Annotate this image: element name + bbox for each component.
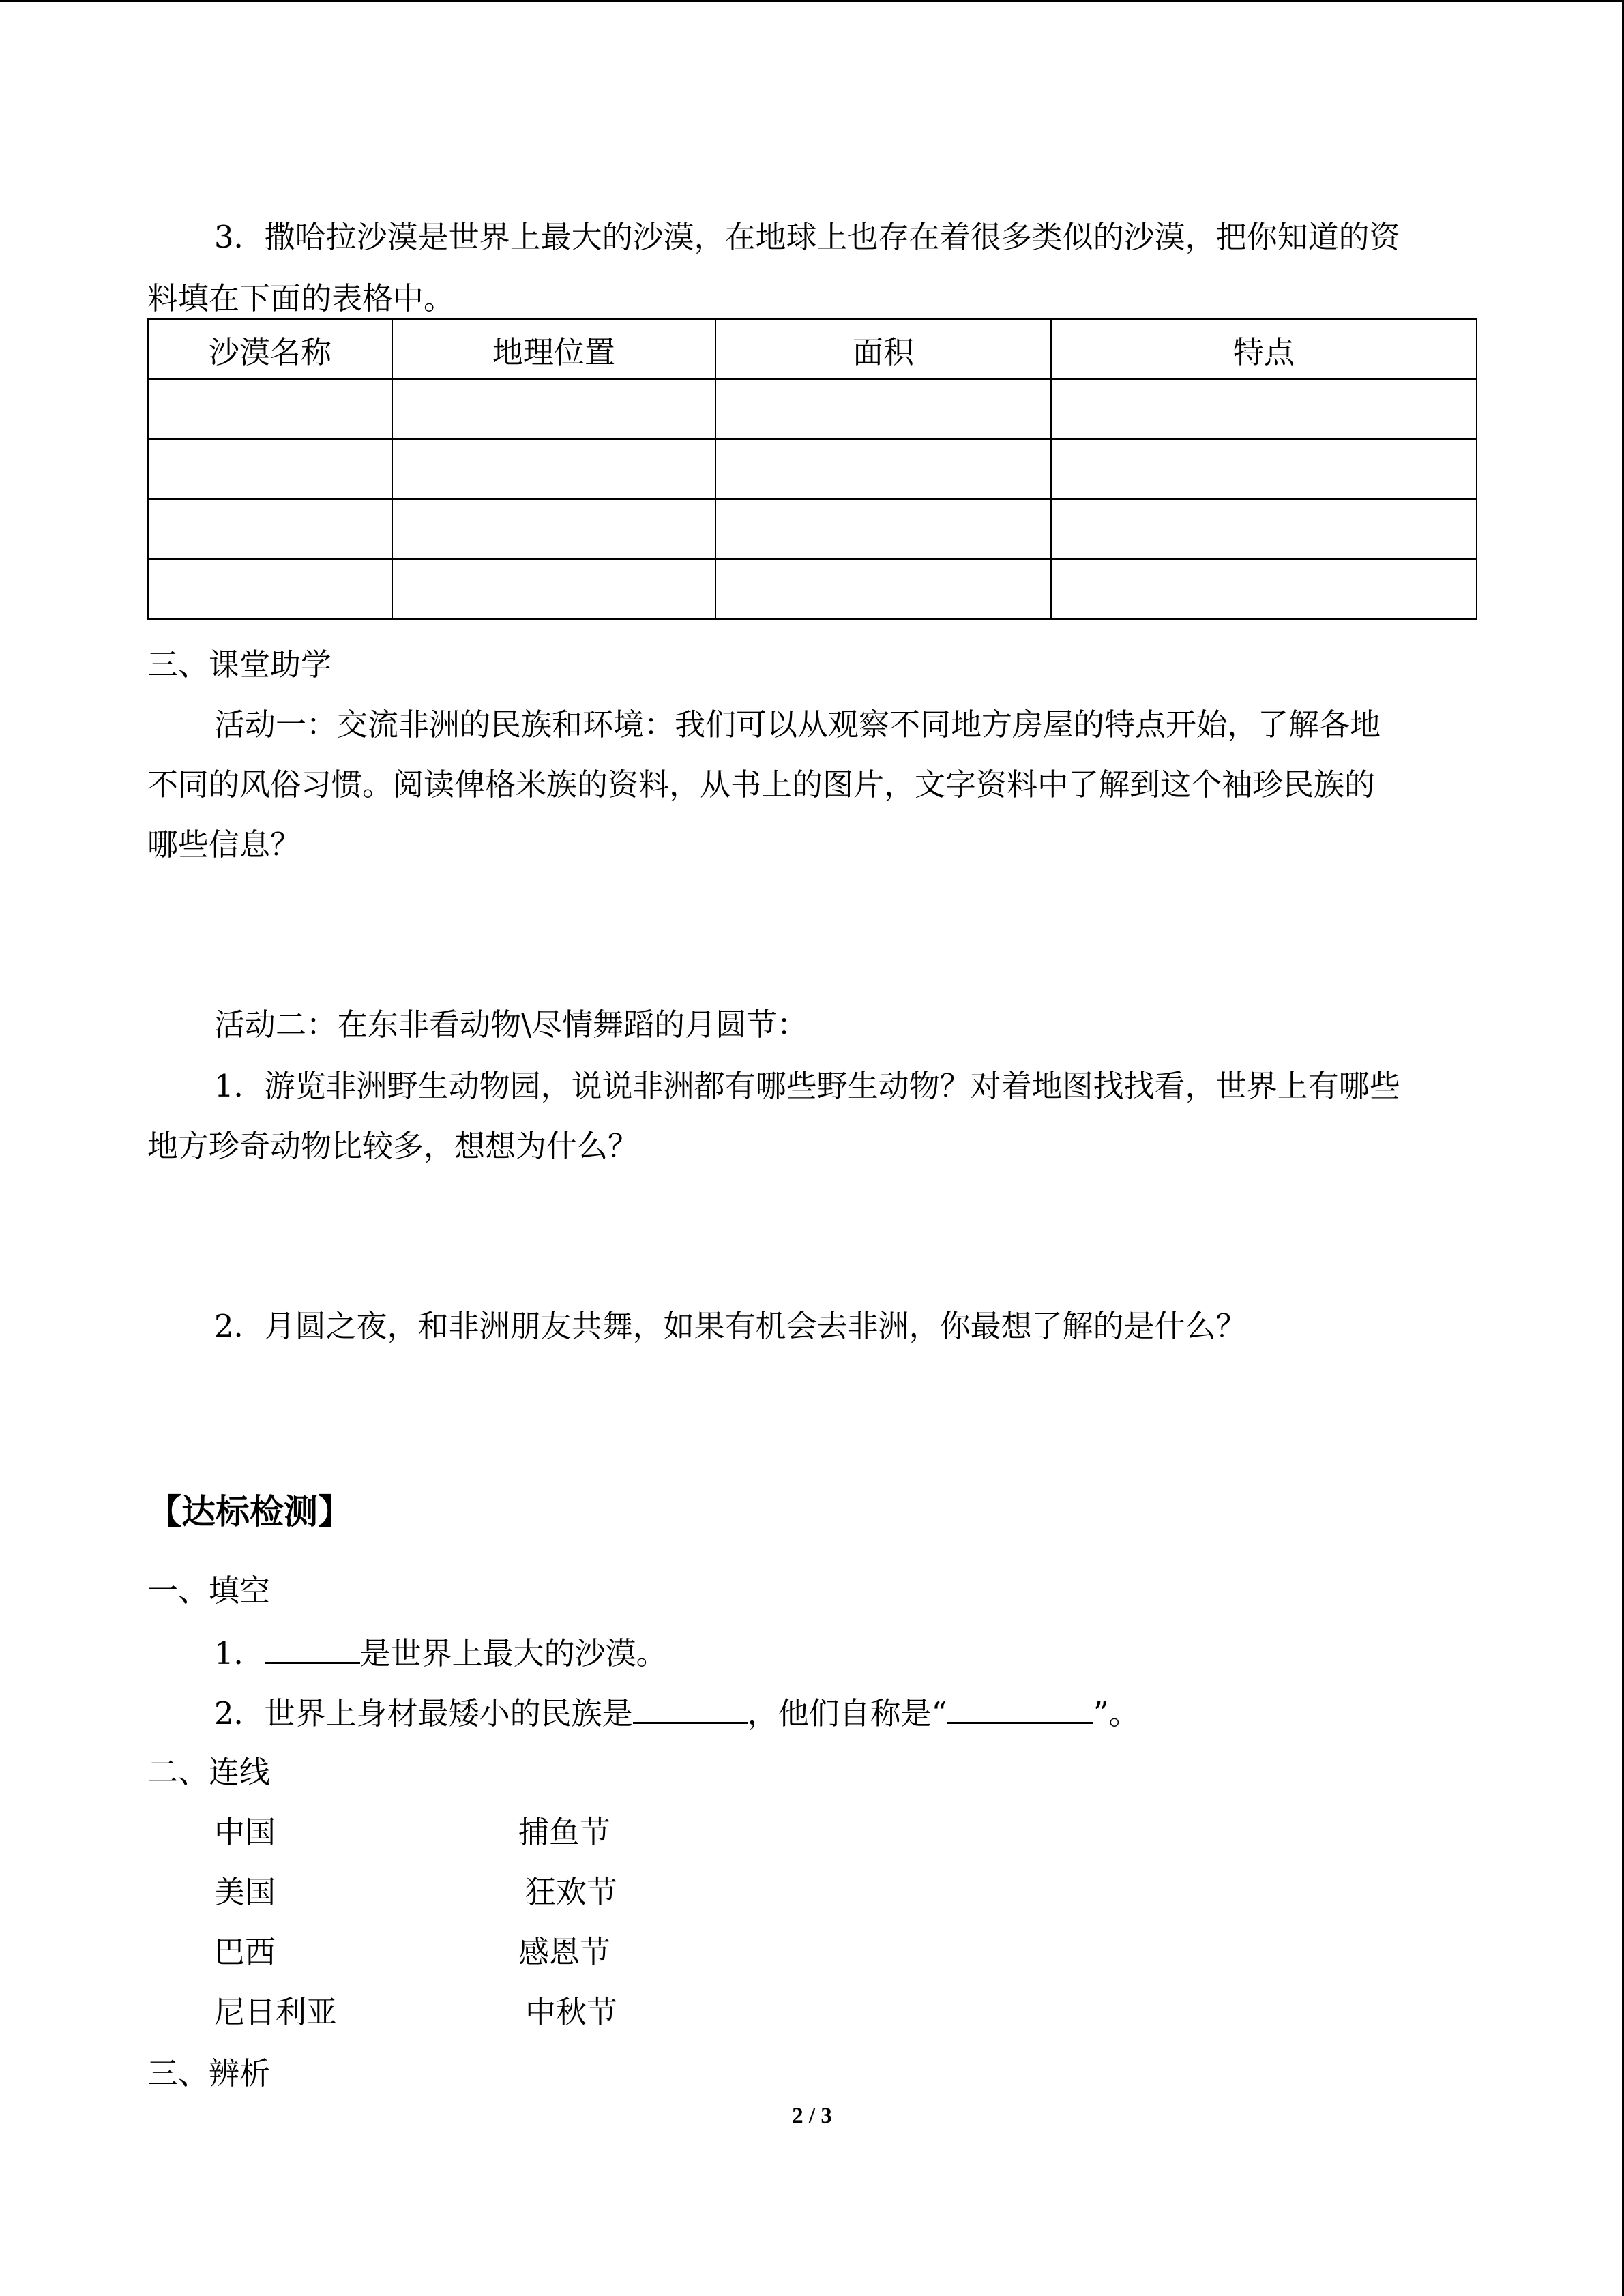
table-cell[interactable] [715,439,1051,499]
page-number: 2 / 3 [792,2104,832,2128]
desert-table [147,318,1477,620]
fill-in-question-2-middle: ，他们自称是“ [747,1695,947,1731]
analysis-title: 三、辨析 [147,2055,271,2091]
table-cell[interactable] [715,499,1051,559]
table-row [148,439,1477,499]
matching-country[interactable]: 中国 [214,1814,276,1850]
fill-in-question-1-prefix: 1． [214,1635,265,1671]
matching-festival[interactable]: 狂欢节 [525,1874,618,1910]
table-cell[interactable] [1051,499,1477,559]
matching-country[interactable]: 美国 [214,1874,276,1910]
table-cell[interactable] [392,379,715,439]
table-cell[interactable] [148,559,392,619]
activity-1-line-3: 哪些信息？ [147,826,301,863]
fill-in-question-2-prefix: 2．世界上身材最矮小的民族是 [214,1695,633,1731]
answer-blank[interactable] [265,1630,360,1664]
activity-2-question-1-line-1: 1．游览非洲野生动物园，说说非洲都有哪些野生动物？对着地图找找看，世界上有哪些 [214,1068,1400,1104]
table-row [148,499,1477,559]
matching-country[interactable]: 巴西 [214,1934,276,1970]
table-header-cell: 面积 [715,319,1051,379]
table-header-cell: 特点 [1051,319,1477,379]
fill-in-title: 一、填空 [147,1572,271,1609]
table-cell[interactable] [1051,379,1477,439]
table-header-cell: 地理位置 [392,319,715,379]
table-row [148,559,1477,619]
fill-in-question-1-suffix: 是世界上最大的沙漠。 [359,1635,667,1671]
table-cell[interactable] [148,499,392,559]
matching-festival[interactable]: 中秋节 [525,1994,618,2030]
table-cell[interactable] [1051,559,1477,619]
question-3-line-2: 料填在下面的表格中。 [147,280,455,316]
table-cell[interactable] [392,559,715,619]
matching-title: 二、连线 [147,1754,271,1790]
table-header-row [148,319,1477,379]
matching-festival[interactable]: 捕鱼节 [518,1814,611,1850]
matching-country[interactable]: 尼日利亚 [214,1994,338,2030]
test-heading: 【达标检测】 [147,1491,352,1532]
question-3-line-1: 3．撒哈拉沙漠是世界上最大的沙漠，在地球上也存在着很多类似的沙漠，把你知道的资 [214,219,1400,255]
matching-festival[interactable]: 感恩节 [518,1934,611,1970]
answer-blank[interactable] [633,1690,748,1724]
table-cell[interactable] [1051,439,1477,499]
fill-in-question-2-suffix: ”。 [1093,1695,1140,1731]
activity-1-line-1: 活动一：交流非洲的民族和环境：我们可以从观察不同地方房屋的特点开始，了解各地 [214,706,1381,743]
fill-in-question-1 [214,1630,667,1674]
table-cell[interactable] [392,499,715,559]
table-header-cell: 沙漠名称 [148,319,392,379]
fill-in-question-2 [214,1690,1140,1734]
activity-2-question-2: 2．月圆之夜，和非洲朋友共舞，如果有机会去非洲，你最想了解的是什么？ [214,1308,1247,1344]
table-cell[interactable] [715,379,1051,439]
answer-blank[interactable] [947,1690,1093,1724]
activity-1-line-2: 不同的风俗习惯。阅读俾格米族的资料，从书上的图片，文字资料中了解到这个袖珍民族的 [147,766,1376,803]
table-cell[interactable] [148,379,392,439]
table-cell[interactable] [392,439,715,499]
table-cell[interactable] [148,439,392,499]
section-3-title: 三、课堂助学 [147,646,332,683]
activity-2-title: 活动二：在东非看动物\尽情舞蹈的月圆节： [214,1007,808,1043]
table-row [148,379,1477,439]
table-cell[interactable] [715,559,1051,619]
activity-2-question-1-line-2: 地方珍奇动物比较多，想想为什么？ [147,1128,639,1164]
